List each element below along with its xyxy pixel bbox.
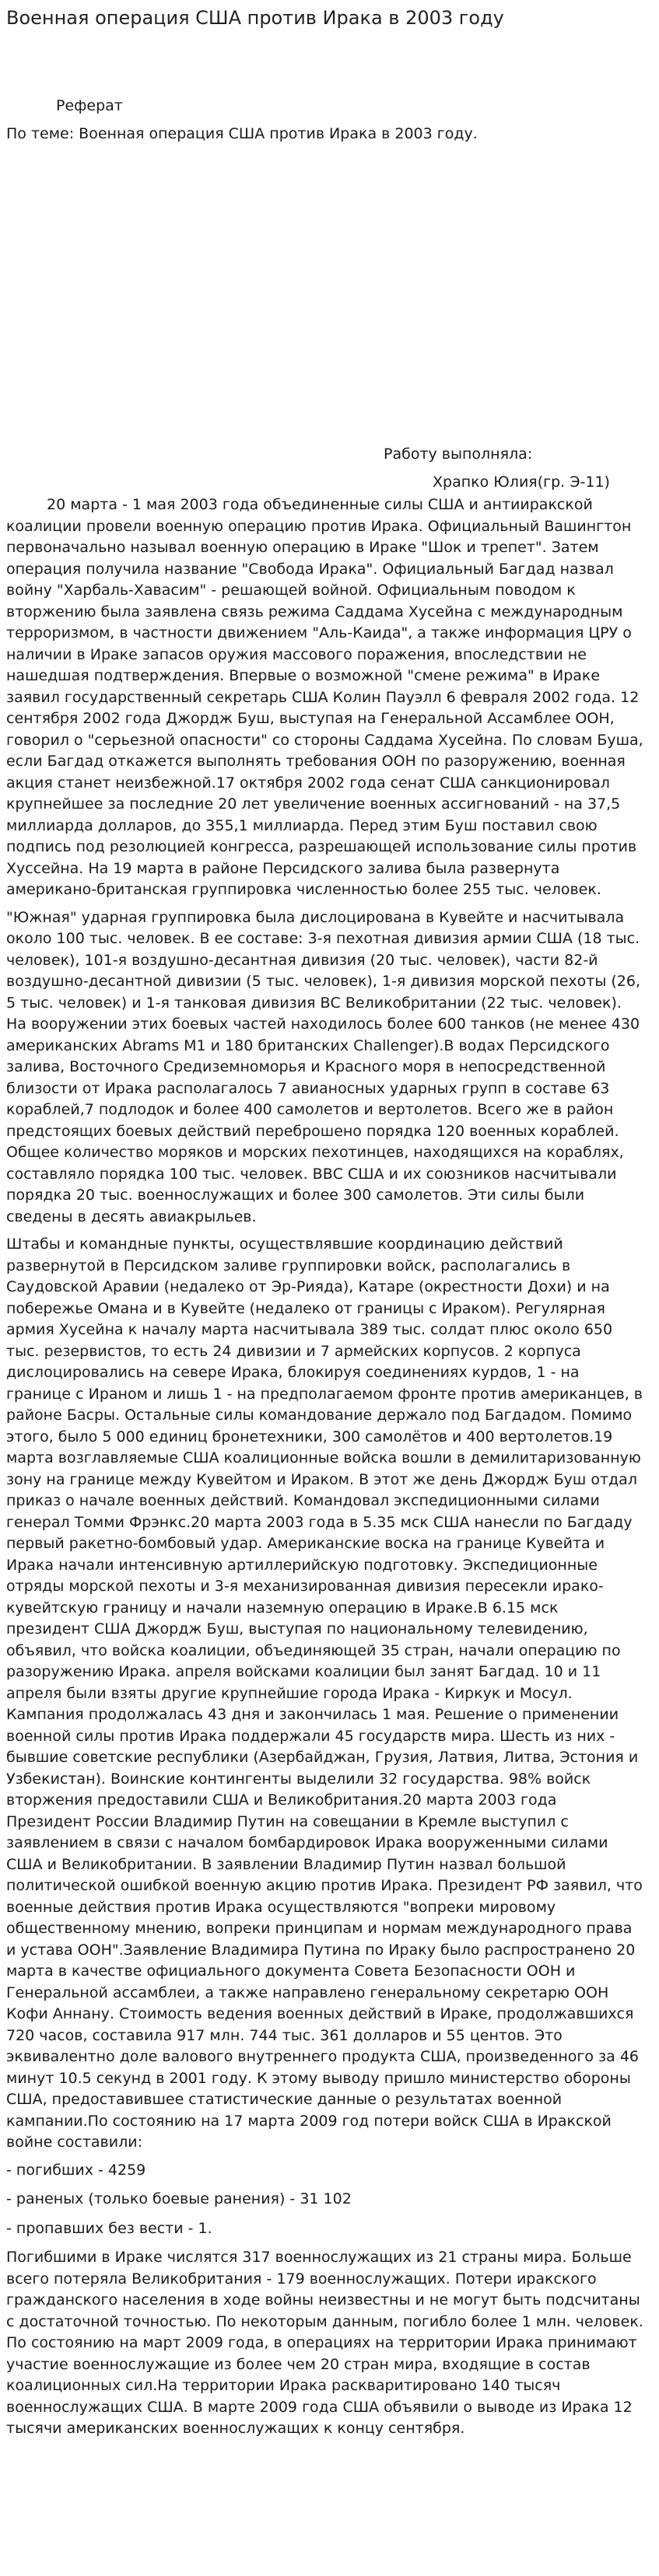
topic-line: По теме: Военная операция США против Ирака в 2003 году.	[6, 125, 478, 142]
loss-wounded: - раненых (только боевые ранения) - 31 102	[6, 2190, 352, 2207]
paragraph-southern-group: "Южная" ударная группировка была дислоцирована в Кувейте и насчитывала около 100 тыс. человек. В ее составе: 3-я пехотная дивизия армии США (18 тыс. человек), 101-я воздушно-десантная дивизия (20 тыс. человек), части 82-й воздушно-десантной дивизии (5 тыс. человек), 1-я дивизия морской пехоты (26, 5 тыс. человек) и 1-я танковая дивизия ВС Великобритании (22 тыс. человек). На вооружении этих боевых частей находилось более 600 танков (не менее 430 американских Abrams M1 и 180 британских Challenger).В водах Персидского залива, Восточного Средиземноморья и Красного моря в непосредственной близости от Ирака располагалось 7 авианосных ударных групп в составе 63 кораблей,7 подлодок и более 400 самолетов и вертолетов. Всего же в район предстоящих боевых действий переброшено порядка 120 военных кораблей. Общее количество моряков и морских пехотинцев, находящихся на кораблях, составляло порядка 100 тыс. человек. ВВС США и их союзников насчитывали порядка 20 тыс. военнослужащих и более 300 самолетов. Эти силы были сведены в десять авиакрыльев.	[6, 908, 641, 1225]
paragraph-intro: 20 марта - 1 мая 2003 года объединенные силы США и антииракской коалиции провели военную операцию против Ирака. Официальный Вашингтон первоначально называл военную операцию в Ираке "Шок и трепет". Затем операция получила название "Свобода Ирака". Официальный Багдад назвал войну "Харбаль-Хавасим" - решающей войной. Официальным поводом к вторжению была заявлена связь режима Саддама Хусейна с международным терроризмом, в частности движением "Аль-Каида", а также информация ЦРУ о наличии в Ираке запасов оружия массового поражения, впоследствии не нашедшая подтверждения. Впервые о возможной "смене режима" в Ираке заявил государственный секретарь США Колин Пауэлл 6 февраля 2002 года. 12 сентября 2002 года Джордж Буш, выступая на Генеральной Ассамблее ООН, говорил о "серьезной опасности" со стороны Саддама Хусейна. По словам Буша, если Багдад откажется выполнять требования ООН по разоружению, военная акция станет неизбежной.17 октября 2002 года сенат США санкционировал крупнейшее за последние 20 лет увеличение военных ассигнований - на 37,5 миллиарда долларов, до 355,1 миллиарда. Перед этим Буш поставил свою подпись под резолюцией конгресса, разрешающей использование силы против Хуссейна. На 19 марта в районе Персидского залива была развернута американо-британская группировка численностью более 255 тыс. человек.	[6, 496, 643, 898]
loss-missing: - пропавших без вести - 1.	[6, 2219, 212, 2237]
document-title: Военная операция США против Ирака в 2003 году	[6, 7, 504, 29]
author-prefix: Работу выполняла:	[384, 446, 533, 463]
paragraph-headquarters: Штабы и командные пункты, осуществлявшие координацию действий развернутой в Персидском заливе группировки войск, располагались в Саудовской Аравии (недалеко от Эр-Рияда), Катаре (окрестности Дохи) и на побережье Омана и в Кувейте (недалеко от границы с Ираком). Регулярная армия Хусейна к началу марта насчитывала 389 тыс. солдат плюс около 650 тыс. резервистов, то есть 24 дивизии и 7 армейских корпусов. 2 корпуса дислоцировались на севере Ирака, блокируя соединениях курдов, 1 - на границе с Ираном и лишь 1 - на предполагаемом фронте против американцев, в районе Басры. Остальные силы командование держало под Багдадом. Помимо этого, было 5 000 единиц бронетехники, 300 самолётов и 400 вертолетов.19 марта возглавляемые США коалиционные войска вошли в демилитаризованную зону на границе между Кувейтом и Ираком. В этот же день Джордж Буш отдал приказ о начале военных действий. Командовал экспедиционными силами генерал Томми Фрэнкс.20 марта 2003 года в 5.35 мск США нанесли по Багдаду первый ракетно-бомбовый удар. Американские воска на границе Кувейта и Ирака начали интенсивную артиллерийскую подготовку. Экспедиционные отряды морской пехоты и 3-я механизированная дивизия пересекли ирако-кувейтскую границу и начали наземную операцию в Ираке.В 6.15 мск президент США Джордж Буш, выступая по национальному телевидению, объявил, что войска коалиции, объединяющей 35 стран, начали операцию по разоружению Ирака. апреля войсками коалиции был занят Багдад. 10 и 11 апреля были взяты другие крупнейшие города Ирака - Киркук и Мосул. Кампания продолжалась 43 дня и закончилась 1 мая. Решение о применении военной силы против Ирака поддержали 45 государств мира. Шесть из них - бывшие советские республики (Азербайджан, Грузия, Латвия, Литва, Эстония и Узбекистан). Воинские контингенты выделили 32 государства. 98% войск вторжения предоставили США и Великобритания.20 марта 2003 года Президент России Владимир Путин на совещании в Кремле выступил с заявлением в связи с началом бомбардировок Ирака вооруженными силами США и Великобритании. В заявлении Владимир Путин назвал большой политической ошибкой военную акцию против Ирака. Президент РФ заявил, что военные действия против Ирака осуществляются "вопреки мировому общественному мнению, вопреки принципам и нормам международного права и устава ООН".Заявление Владимира Путина по Ираку было распространено 20 марта в качестве официального документа Совета Безопасности ООН и Генеральной ассамблеи, а также направлено генеральному секретарю ООН Кофи Аннану. Стоимость ведения военных действий в Ираке, продолжавшихся 720 часов, составила 917 млн. 744 тыс. 361 долларов и 55 центов. Это эквивалентно доле валового внутреннего продукта США, произведенного за 46 минут 10.5 секунд в 2001 году. К этому выводу пришло министерство обороны США, предоставившее статистические данные о результатах военной кампании.По состоянию на 17 марта 2009 год потери войск США в Иракской войне составили:	[6, 1236, 643, 2151]
spacer	[6, 117, 659, 123]
paragraph-closing: Погибшими в Ираке числятся 317 военнослужащих из 21 страны мира. Больше всего потеряла Великобритания - 179 военнослужащих. Потери иракского гражданского населения в ходе войны неизвестны и не могут быть подсчитаны с достаточной точностью. По некоторым данным, погибло более 1 млн. человек. По состоянию на март 2009 года, в операциях на территории Ирака принимают участие военнослужащие из более чем 20 стран мира, входящие в состав коалиционных сил.На территории Ирака раскваритировано 140 тысяч военнослужащих США. В марте 2009 года США объявили о выводе из Ирака 12 тысячи американских военнослужащих к концу сентября.	[6, 2249, 643, 2437]
referat-label: Реферат	[56, 97, 123, 114]
spacer	[6, 465, 659, 471]
spacer	[6, 31, 659, 95]
loss-killed: - погибших - 4259	[6, 2161, 146, 2179]
spacer	[6, 145, 659, 443]
author-name: Храпко Юлия(гр. Э-11)	[433, 474, 610, 491]
